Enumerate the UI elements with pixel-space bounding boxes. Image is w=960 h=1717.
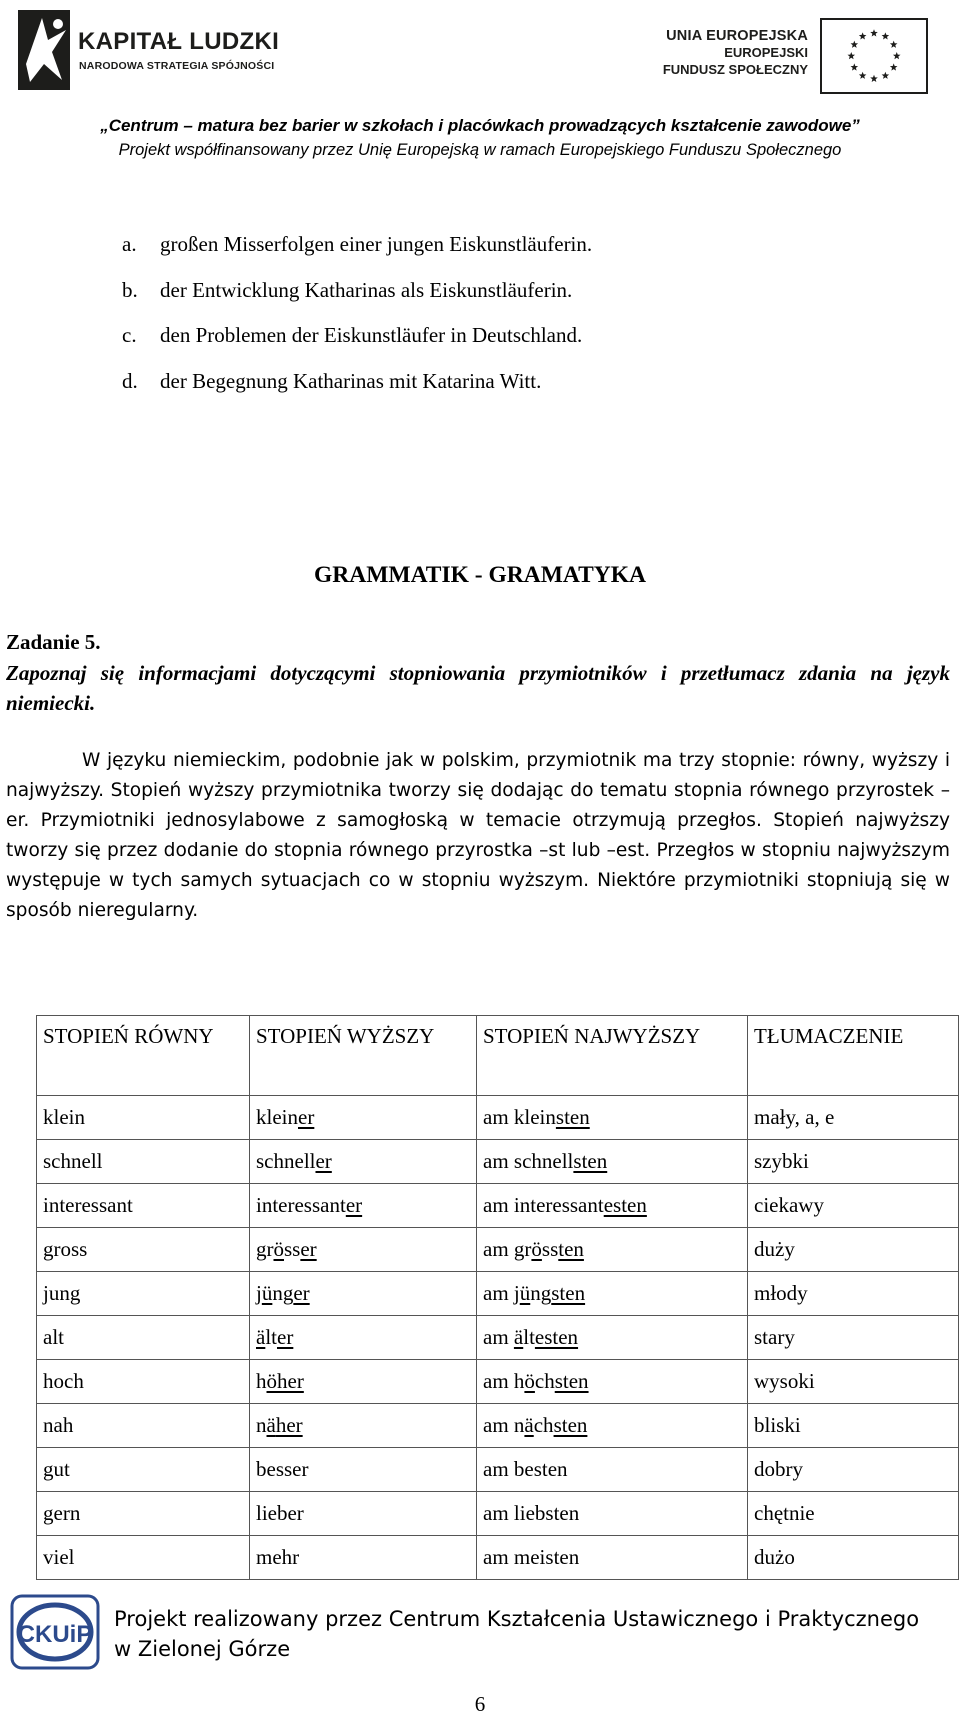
table-row — [37, 1140, 959, 1184]
eu-star-icon — [893, 52, 901, 59]
footer-text — [114, 1604, 919, 1664]
answer-option — [122, 313, 592, 359]
cell-translation: ciekawy — [748, 1184, 959, 1228]
table-row — [37, 1536, 959, 1580]
cell-translation: mały, a, e — [748, 1096, 959, 1140]
answer-option — [122, 359, 592, 405]
ckup-logo-text: CKUiP — [17, 1621, 93, 1648]
option-text: großen Misserfolgen einer jungen Eiskunstläuferin. — [160, 232, 593, 256]
underlined-suffix: ten — [558, 1237, 584, 1261]
cell-superlative: am grössten — [477, 1228, 748, 1272]
adjective-comparison-table — [36, 1015, 959, 1580]
underlined-suffix: er — [298, 1105, 315, 1129]
cell-positive: viel — [37, 1536, 250, 1580]
table-row — [37, 1360, 959, 1404]
cell-positive: gern — [37, 1492, 250, 1536]
eu-fund-label — [663, 28, 808, 78]
table-row — [37, 1492, 959, 1536]
option-text: der Begegnung Katharinas mit Katarina Witt. — [160, 368, 542, 393]
cell-comparative: kleiner — [250, 1096, 477, 1140]
table-row — [37, 1448, 959, 1492]
cell-comparative: näher — [250, 1404, 477, 1448]
underlined-suffix: sten — [555, 1105, 590, 1129]
cell-superlative: am kleinsten — [477, 1096, 748, 1140]
page-number: 6 — [474, 1692, 486, 1716]
underlined-suffix: sten — [553, 1413, 588, 1437]
answer-options — [122, 222, 592, 404]
cell-positive: schnell — [37, 1140, 250, 1184]
cell-superlative: am jüngsten — [477, 1272, 748, 1316]
table-body — [37, 1096, 959, 1580]
cell-superlative: am ältesten — [477, 1316, 748, 1360]
cell-comparative: interessanter — [250, 1184, 477, 1228]
underlined-suffix: her — [275, 1413, 303, 1437]
cell-superlative: am meisten — [477, 1536, 748, 1580]
cell-comparative: älter — [250, 1316, 477, 1360]
project-title: „Centrum – matura bez barier w szkołach i placówkach prowadzących kształcenie zawodowe” — [100, 116, 860, 135]
eu-star-icon — [851, 63, 859, 70]
option-text: den Problemen der Eiskunstläufer in Deutschland. — [160, 323, 583, 347]
eu-line3: FUNDUSZ SPOŁECZNY — [662, 62, 808, 77]
cell-translation: szybki — [748, 1140, 959, 1184]
cell-superlative: am besten — [477, 1448, 748, 1492]
project-subtitle: Projekt współfinansowany przez Unię Europejską w ramach Europejskiego Funduszu Społecznego — [118, 141, 842, 159]
eu-star-icon — [870, 75, 878, 82]
underlined-suffix: sten — [554, 1369, 589, 1393]
table-row — [37, 1228, 959, 1272]
table-row — [37, 1272, 959, 1316]
cell-positive: jung — [37, 1272, 250, 1316]
eu-star-icon — [890, 41, 898, 48]
cell-comparative: jünger — [250, 1272, 477, 1316]
table-row — [37, 1404, 959, 1448]
table-row — [37, 1316, 959, 1360]
underlined-suffix: ö — [266, 1369, 277, 1393]
cell-translation: młody — [748, 1272, 959, 1316]
cell-positive: alt — [37, 1316, 250, 1360]
footer-line1: Projekt realizowany przez Centrum Kształcenia Ustawicznego i Praktycznego — [114, 1607, 920, 1631]
cell-superlative: am interessantesten — [477, 1184, 748, 1228]
eu-star-icon — [847, 52, 855, 59]
header-cell-positive: STOPIEŃ RÓWNY — [37, 1016, 250, 1096]
underlined-suffix: ö — [524, 1369, 535, 1393]
underlined-suffix: esten — [534, 1325, 579, 1349]
underlined-suffix: ä — [524, 1413, 534, 1437]
answer-option — [122, 222, 592, 268]
underlined-suffix: sten — [551, 1281, 586, 1305]
cell-comparative: höher — [250, 1360, 477, 1404]
grammar-info-paragraph: W języku niemieckim, podobnie jak w polskim, przymiotnik ma trzy stopnie: równy, wyższy i najwyższy. Stopień wyższy przymiotnika tworzy się dodając do tematu stopnia równego przyrostek –er. Przymiotniki jednosylabowe z samogłoską w temacie otrzymują przegłos. Stopień najwyższy tworzy się przez dodanie do stopnia równego przyrostka –st lub –est. Przegłos w stopniu najwyższym występuje w tych samych sytuacjach co w stopniu wyższym. Niektóre przymiotniki stopniują się w sposób nieregularny. — [6, 750, 950, 921]
cell-comparative: grösser — [250, 1228, 477, 1272]
eu-star-icon — [870, 29, 878, 36]
cell-translation: dużo — [748, 1536, 959, 1580]
kapital-ludzki-subtitle: NARODOWA STRATEGIA SPÓJNOŚCI — [79, 60, 275, 72]
header-cell-translation: TŁUMACZENIE — [748, 1016, 959, 1096]
option-letter: c. — [122, 323, 137, 347]
cell-translation: duży — [748, 1228, 959, 1272]
cell-translation: stary — [748, 1316, 959, 1360]
underlined-suffix: er — [293, 1281, 310, 1305]
eu-star-icon — [851, 41, 859, 48]
table-header-row — [37, 1016, 959, 1096]
cell-superlative: am nächsten — [477, 1404, 748, 1448]
cell-positive: interessant — [37, 1184, 250, 1228]
answer-option — [122, 268, 592, 314]
underlined-suffix: ä — [256, 1325, 266, 1349]
section-title: GRAMMATIK - GRAMATYKA — [313, 562, 646, 588]
cell-comparative: schneller — [250, 1140, 477, 1184]
cell-comparative: mehr — [250, 1536, 477, 1580]
eu-line2: EUROPEJSKI — [724, 45, 808, 60]
cell-positive: gut — [37, 1448, 250, 1492]
eu-flag-icon — [820, 18, 928, 94]
cell-comparative: lieber — [250, 1492, 477, 1536]
cell-positive: hoch — [37, 1360, 250, 1404]
task-label: Zadanie 5. — [6, 630, 101, 654]
eu-star-icon — [859, 32, 867, 39]
header-cell-comparative: STOPIEŃ WYŻSZY — [250, 1016, 477, 1096]
option-letter: b. — [122, 277, 138, 302]
cell-positive: klein — [37, 1096, 250, 1140]
table-row — [37, 1096, 959, 1140]
underlined-suffix: ü — [261, 1281, 273, 1305]
cell-superlative: am liebsten — [477, 1492, 748, 1536]
cell-translation: dobry — [748, 1448, 959, 1492]
underlined-suffix: ö — [531, 1237, 542, 1261]
ckup-logo-icon — [8, 1590, 104, 1674]
underlined-suffix: er — [345, 1193, 363, 1217]
underlined-suffix: ö — [273, 1237, 284, 1261]
cell-comparative: besser — [250, 1448, 477, 1492]
table-row — [37, 1184, 959, 1228]
underlined-suffix: er — [315, 1149, 332, 1173]
underlined-suffix: ä — [513, 1325, 524, 1349]
eu-star-icon — [859, 72, 867, 79]
underlined-suffix: er — [300, 1237, 317, 1261]
underlined-suffix: er — [277, 1325, 294, 1349]
cell-translation: bliski — [748, 1404, 959, 1448]
cell-translation: wysoki — [748, 1360, 959, 1404]
kapital-ludzki-title: KAPITAŁ LUDZKI — [78, 28, 280, 55]
eu-star-icon — [882, 32, 890, 39]
eu-star-icon — [882, 72, 890, 79]
underlined-suffix: ä — [266, 1413, 276, 1437]
eu-star-icon — [890, 63, 898, 70]
task-instruction: Zapoznaj się informacjami dotyczącymi stopniowania przymiotników i przetłumacz zdania na język niemiecki. — [6, 661, 950, 715]
footer-line2: w Zielonej Górze — [114, 1637, 291, 1661]
header-cell-superlative: STOPIEŃ NAJWYŻSZY — [477, 1016, 748, 1096]
underlined-suffix: esten — [603, 1193, 647, 1217]
option-letter: a. — [122, 232, 137, 256]
underlined-suffix: sten — [573, 1149, 608, 1173]
cell-superlative: am höchsten — [477, 1360, 748, 1404]
option-text: der Entwicklung Katharinas als Eiskunstläuferin. — [160, 277, 573, 302]
underlined-suffix: her — [277, 1369, 304, 1393]
cell-positive: nah — [37, 1404, 250, 1448]
option-letter: d. — [122, 368, 138, 393]
cell-superlative: am schnellsten — [477, 1140, 748, 1184]
eu-line1: UNIA EUROPEJSKA — [666, 28, 808, 44]
cell-translation: chętnie — [748, 1492, 959, 1536]
cell-positive: gross — [37, 1228, 250, 1272]
underlined-suffix: ü — [519, 1281, 531, 1305]
